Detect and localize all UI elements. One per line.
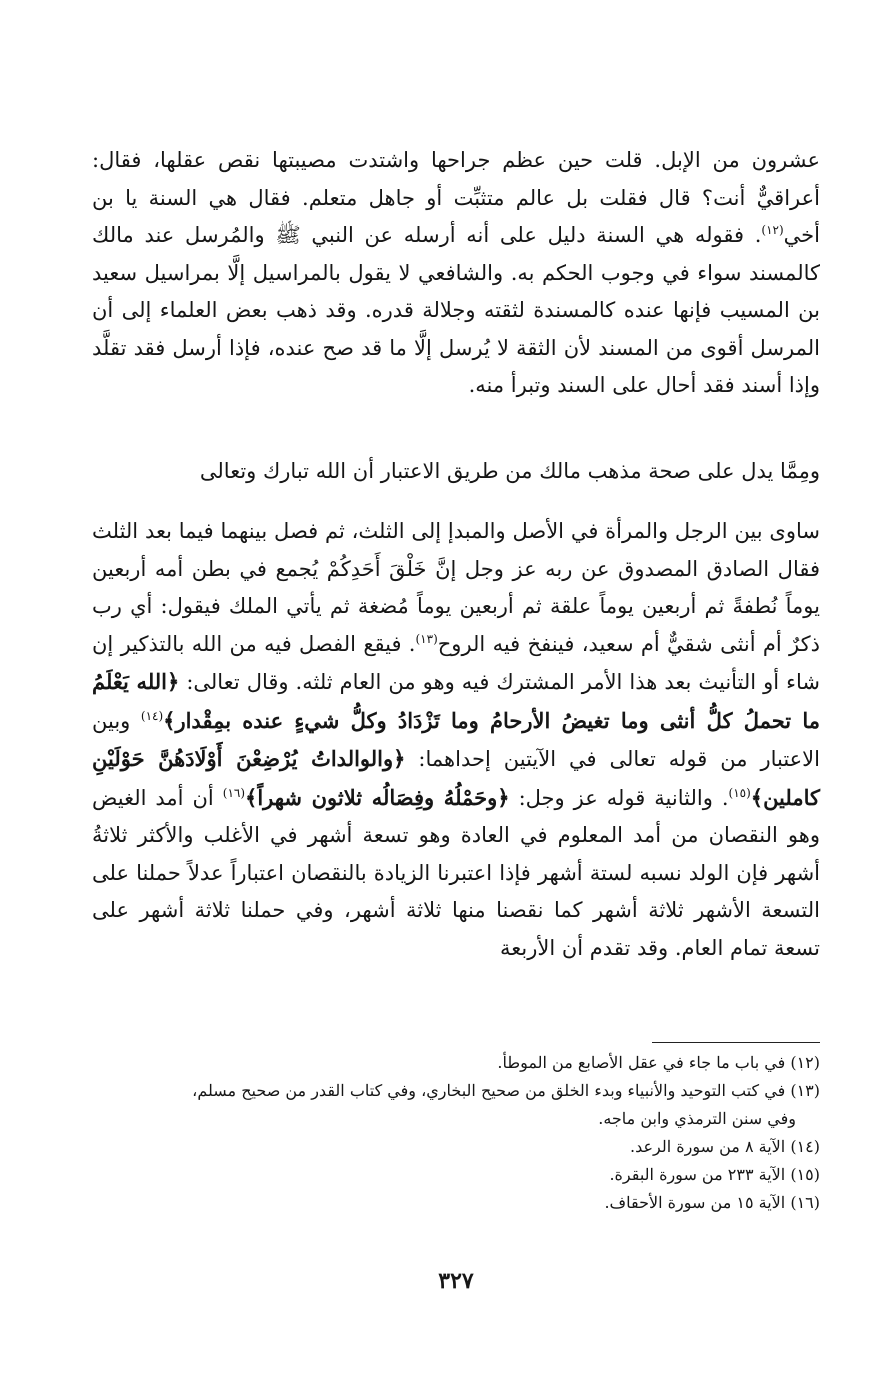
- paragraph-1: [92, 142, 820, 405]
- paragraph-3-text-e: أن أمد الغيض وهو النقصان من أمد المعلوم في العادة وهو تسعة أشهر في الأغلب والأكثر ثلاثةُ أشهر فإن الولد نسبه لستة أشهر فإذا اعتبرنا الزيادة بالنقصان اعتباراً عدلاً حملنا على التسعة الأشهر ثلاثة أشهر كما نقصنا منها ثلاثة أشهر، وفي حملنا ثلاثة أشهر على تسعة تمام العام. وقد تقدم أن الأربعة: [92, 785, 820, 960]
- quran-quote-raad: ﴿الله يَعْلَمُ ما تحملُ كلُّ أنثى وما تغيضُ الأرحامُ وما تَزْدَادُ وكلُّ شيءٍ عنده بمِقْدار﴾: [92, 669, 821, 733]
- page-number: ٣٢٧: [438, 1268, 474, 1294]
- footnote-ref-13[interactable]: (١٣): [415, 631, 438, 646]
- footnote-13-continuation: وفي سنن الترمذي وابن ماجه.: [598, 1109, 796, 1128]
- paragraph-3-text-b: . فيقع الفصل فيه من الله بالتذكير إن شاء أو التأنيث بعد هذا الأمر المشترك فيه وهو من العام ثلثه. وقال تعالى:: [92, 631, 821, 694]
- paragraph-3: [92, 513, 820, 967]
- paragraph-2-text: ومِمَّا يدل على صحة مذهب مالك من طريق الاعتبار أن الله تبارك وتعالى: [199, 459, 820, 483]
- paragraph-1-text-b: . فقوله هي السنة دليل على أنه أرسله عن النبي ﷺ والمُرسل عند مالك كالمسند سواء في وجوب الحكم به. والشافعي لا يقول بالمراسيل إلَّا بمراسيل سعيد بن المسيب فإنها عنده كالمسندة لثقته وجلالة قدره. وقد ذهب بعض العلماء إلى أن المرسل أقوى من المسند لأن الثقة لا يُرسل إلَّا ما قد صح عنده، فإذا أرسل فقد تقلَّد وإذا أسند فقد أحال على السند وتبرأ منه.: [92, 223, 820, 397]
- footnote-separator: [652, 1042, 820, 1043]
- book-page: [92, 0, 820, 1393]
- paragraph-3-text-c: وبين الاعتبار من قوله تعالى في الآيتين إحداهما:: [92, 708, 820, 771]
- paragraph-3-text-a: ساوى بين الرجل والمرأة في الأصل والمبدإ إلى الثلث، ثم فصل بينهما فيما بعد الثلث فقال الصادق المصدوق عن ربه عز وجل إنَّ خَلْقَ أَحَدِكُمْ يُجمع في بطن أمه أربعين يوماً نُطفةً ثم أربعين يوماً علقة ثم أربعين يوماً مُضغة ثم يأتي الملك فيقول: أي رب ذكرٌ أم أنثى شقيٌّ أم سعيد، فينفخ فيه الروح: [92, 519, 820, 656]
- footnote-16: (١٦) الآية ١٥ من سورة الأحقاف.: [604, 1193, 820, 1212]
- paragraph-1-text-a: عشرون من الإبل. قلت حين عظم جراحها واشتدت مصيبتها نقص عقلها، فقال: أعراقيٌّ أنت؟ قال فقلت بل عالم متثبِّت أو جاهل متعلم. فقال هي السنة يا بن أخي: [92, 148, 820, 247]
- footnote-ref-16[interactable]: (١٦): [222, 785, 246, 800]
- footnote-15: (١٥) الآية ٢٣٣ من سورة البقرة.: [609, 1165, 820, 1184]
- footnote-ref-15[interactable]: (١٥): [728, 785, 751, 800]
- footnote-13: (١٣) في كتب التوحيد والأنبياء وبدء الخلق من صحيح البخاري، وفي كتاب القدر من صحيح مسلم،: [192, 1081, 820, 1100]
- footnotes-list: [92, 1050, 820, 1218]
- footnote-14: (١٤) الآية ٨ من سورة الرعد.: [629, 1137, 820, 1156]
- paragraph-3-text-d: . والثانية قوله عز وجل:: [509, 785, 729, 810]
- quran-quote-baqara: ﴿والوالداتُ يُرْضِعْنَ أَوْلَادَهُنَّ حَوْلَيْنِ كاملين﴾: [92, 746, 820, 810]
- footnote-ref-14[interactable]: (١٤): [140, 708, 164, 723]
- quran-quote-ahqaf: ﴿وحَمْلُهُ وفِصَالُه ثلاثون شهراً﴾: [245, 784, 510, 810]
- paragraph-2: [92, 453, 820, 491]
- footnote-ref-12[interactable]: (١٢): [761, 223, 784, 237]
- footnote-12: (١٢) في باب ما جاء في عقل الأصابع من الموطأ.: [497, 1053, 820, 1072]
